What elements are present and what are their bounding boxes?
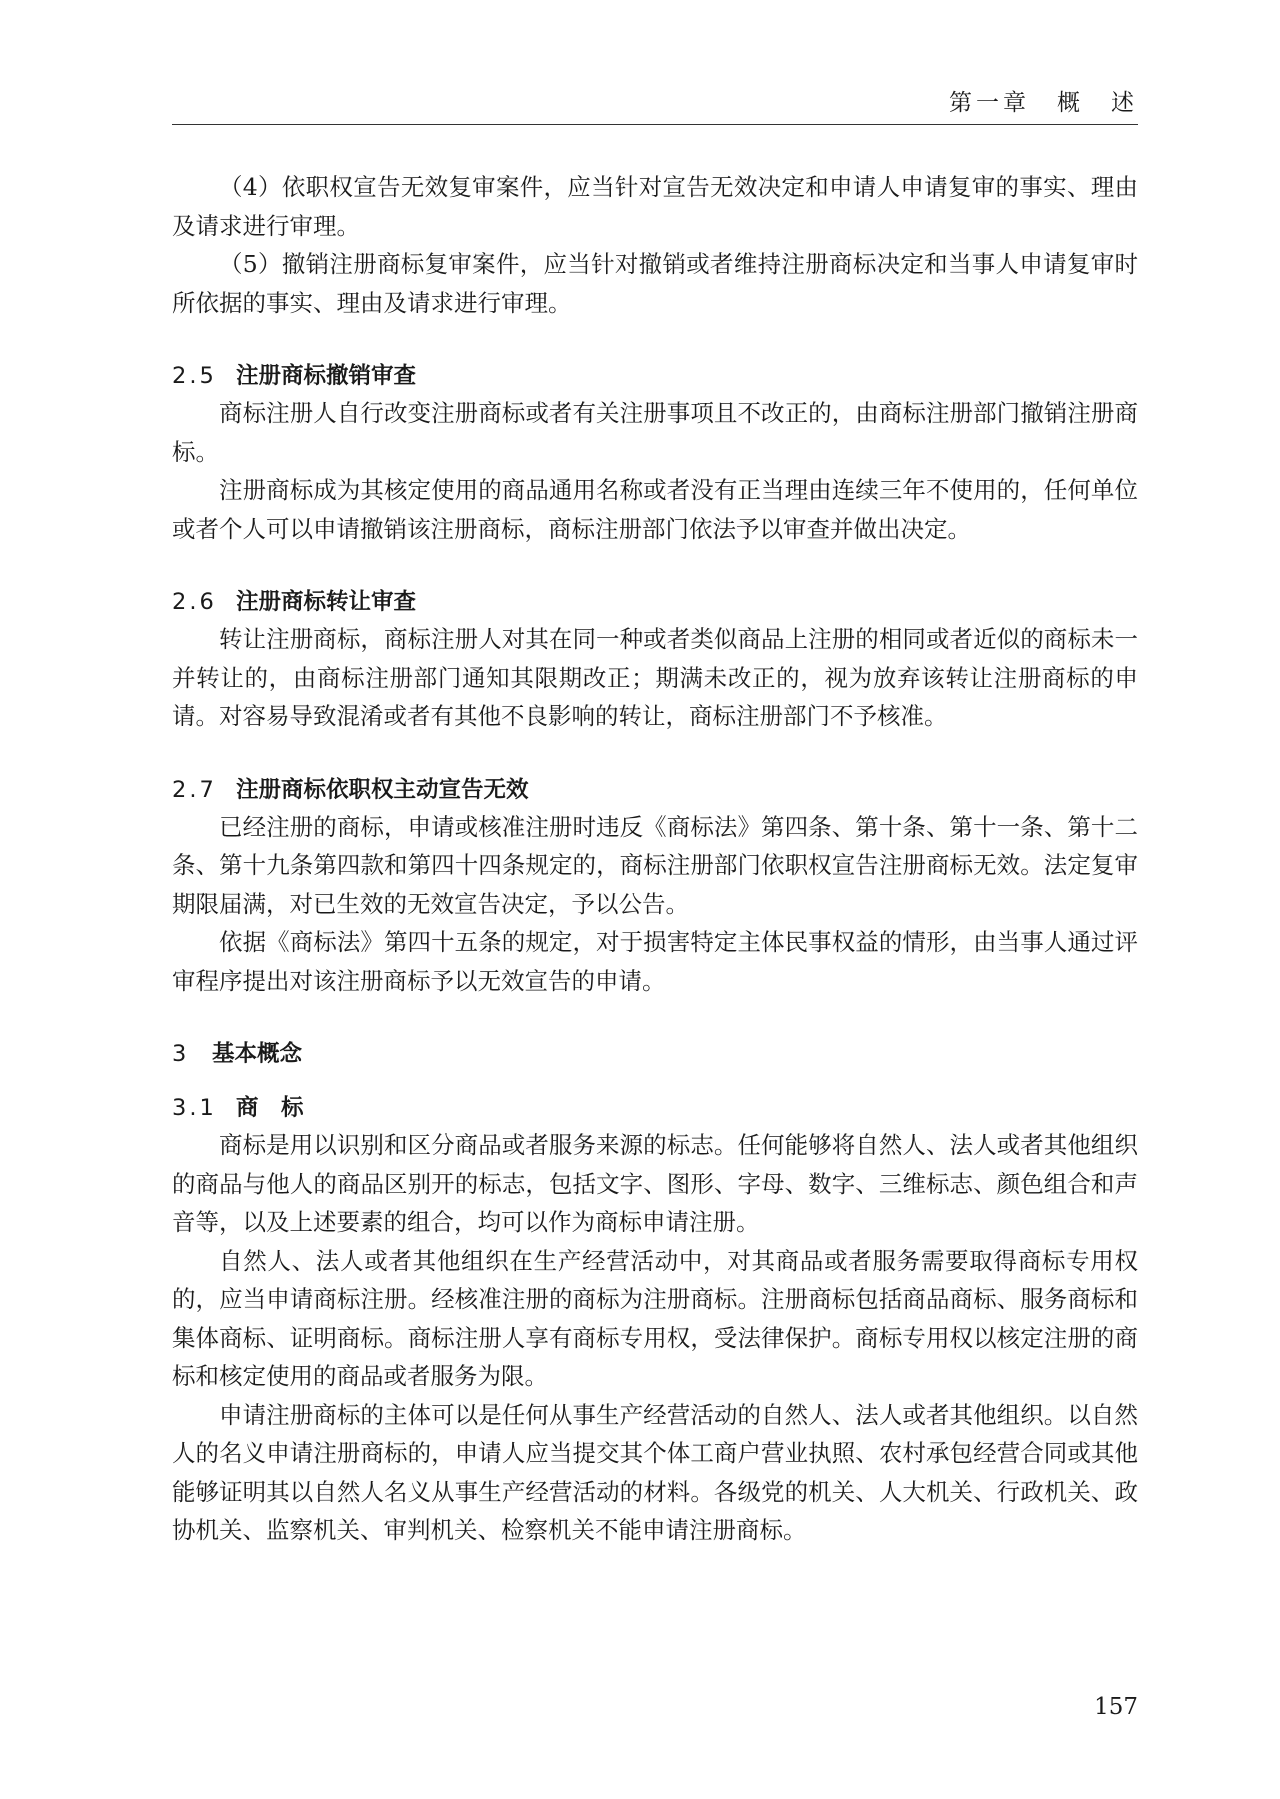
header-rule: [172, 124, 1138, 125]
paragraph: 商标注册人自行改变注册商标或者有关注册事项且不改正的，由商标注册部门撤销注册商标。: [172, 399, 1138, 466]
page-number: 157: [1094, 1694, 1138, 1720]
section-title: 注册商标撤销审查: [236, 363, 417, 389]
section-number: 3.1: [172, 1095, 217, 1121]
paragraph: 自然人、法人或者其他组织在生产经营活动中，对其商品或者服务需要取得商标专用权的，应当申请商标注册。经核准注册的商标为注册商标。注册商标包括商品商标、服务商标和集体商标、证明商标。商标注册人享有商标专用权，受法律保护。商标专用权以核定注册的商标和核定使用的商品或者服务为限。: [172, 1246, 1138, 1390]
section-number: 3: [172, 1041, 190, 1067]
section-title: 商 标: [236, 1095, 304, 1121]
section-title: 注册商标转让审查: [236, 589, 417, 615]
section-number: 2.7: [172, 776, 217, 803]
section-title: 注册商标依职权主动宣告无效: [236, 776, 529, 803]
paragraph: 商标是用以识别和区分商品或者服务来源的标志。任何能够将自然人、法人或者其他组织的商品与他人的商品区别开的标志，包括文字、图形、字母、数字、三维标志、颜色组合和声音等，以及上述要素的组合，均可以作为商标申请注册。: [172, 1131, 1138, 1236]
section-title: 基本概念: [212, 1041, 303, 1067]
section-heading-2-5: [172, 358, 1138, 394]
section-heading-2-7: [172, 772, 1138, 808]
paragraph: （4）依职权宣告无效复审案件，应当针对宣告无效决定和申请人申请复审的事实、理由及请求进行审理。: [172, 173, 1138, 240]
section-number: 2.5: [172, 363, 217, 389]
chapter-heading-3: [172, 1036, 1138, 1072]
paragraph: 依据《商标法》第四十五条的规定，对于损害特定主体民事权益的情形，由当事人通过评审程序提出对该注册商标予以无效宣告的申请。: [172, 928, 1138, 995]
paragraph: 已经注册的商标，申请或核准注册时违反《商标法》第四条、第十条、第十一条、第十二条、第十九条第四款和第四十四条规定的，商标注册部门依职权宣告注册商标无效。法定复审期限届满，对已生效的无效宣告决定，予以公告。: [172, 812, 1138, 918]
paragraph: 注册商标成为其核定使用的商品通用名称或者没有正当理由连续三年不使用的，任何单位或者个人可以申请撤销该注册商标，商标注册部门依法予以审查并做出决定。: [172, 476, 1138, 543]
running-header: 第一章 概 述: [949, 90, 1138, 116]
section-heading-3-1: [172, 1090, 1138, 1126]
paragraph: 申请注册商标的主体可以是任何从事生产经营活动的自然人、法人或者其他组织。以自然人的名义申请注册商标的，申请人应当提交其个体工商户营业执照、农村承包经营合同或其他能够证明其以自然人名义从事生产经营活动的材料。各级党的机关、人大机关、行政机关、政协机关、监察机关、审判机关、检察机关不能申请注册商标。: [172, 1400, 1138, 1544]
paragraph: （5）撤销注册商标复审案件，应当针对撤销或者维持注册商标决定和当事人申请复审时所依据的事实、理由及请求进行审理。: [172, 250, 1138, 317]
paragraph: 转让注册商标，商标注册人对其在同一种或者类似商品上注册的相同或者近似的商标未一并转让的，由商标注册部门通知其限期改正；期满未改正的，视为放弃该转让注册商标的申请。对容易导致混淆或者有其他不良影响的转让，商标注册部门不予核准。: [172, 625, 1138, 730]
body-content: [172, 168, 1138, 1550]
section-number: 2.6: [172, 589, 217, 615]
section-heading-2-6: [172, 584, 1138, 620]
